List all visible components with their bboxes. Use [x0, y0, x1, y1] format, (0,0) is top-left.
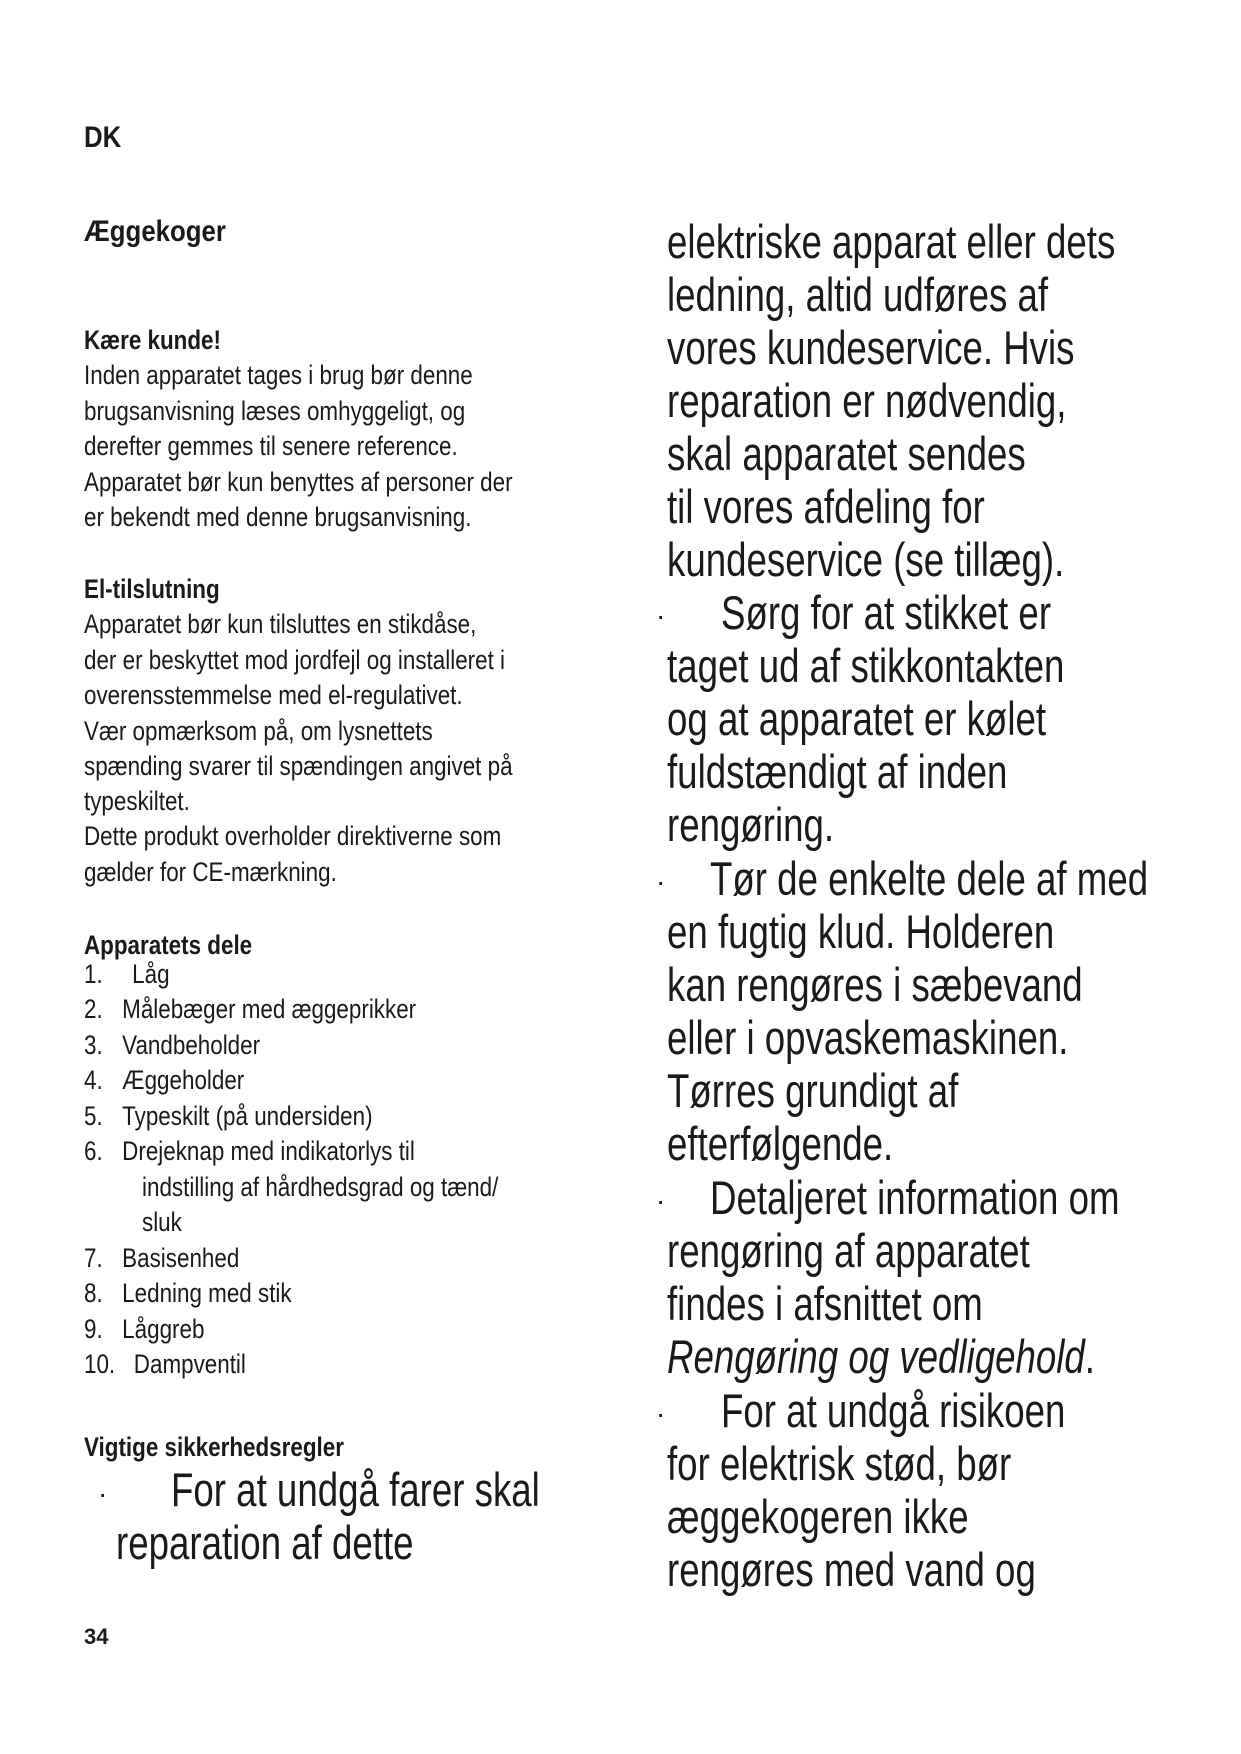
electrical-line: Vær opmærksom på, om lysnettets [84, 716, 433, 746]
safety-item-4-line: Rengøring og vedligehold. [667, 1330, 1095, 1383]
safety-item-5-line: æggekogeren ikke [667, 1490, 969, 1543]
list-item: 7. Basisenhed [84, 1243, 240, 1273]
electrical-line: Apparatet bør kun tilsluttes en stikdåse, [84, 609, 477, 639]
safety-item-1-line: vores kundeservice. Hvis [667, 321, 1075, 374]
safety-item-1-line: til vores afdeling for [667, 480, 985, 533]
safety-item-5-line: for elektrisk stød, bør [667, 1437, 1012, 1490]
safety-item-1-line: reparation er nødvendig, [667, 374, 1067, 427]
intro-line: Inden apparatet tages i brug bør denne [84, 360, 473, 390]
electrical-line: Dette produkt overholder direktiverne som [84, 821, 502, 851]
list-item: 1. Låg [84, 959, 170, 989]
page-title: Æggekoger [84, 215, 226, 248]
list-item: 10. Dampventil [84, 1349, 246, 1379]
safety-item-1-line: reparation af dette [116, 1516, 414, 1569]
safety-item-3-line: en fugtig klud. Holderen [667, 905, 1055, 958]
safety-heading: Vigtige sikkerhedsregler [84, 1432, 344, 1462]
safety-item-3-line: efterfølgende. [667, 1117, 894, 1170]
page-number: 34 [84, 1624, 109, 1649]
electrical-line: overensstemmelse med el-regulativet. [84, 680, 463, 710]
safety-item-4-line: findes i afsnittet om [667, 1277, 983, 1330]
safety-item-1-line: elektriske apparat eller dets [667, 215, 1116, 268]
safety-item-3-line: kan rengøres i sæbevand [667, 958, 1083, 1011]
safety-item-4-line: rengøring af apparatet [667, 1224, 1030, 1277]
electrical-heading: El-tilslutning [84, 574, 220, 604]
list-item: 8. Ledning med stik [84, 1278, 292, 1308]
list-item: 2. Målebæger med æggeprikker [84, 994, 417, 1024]
intro-line: er bekendt med denne brugsanvisning. [84, 502, 472, 532]
safety-item-2-line: fuldstændigt af inden [667, 745, 1008, 798]
electrical-line: typeskiltet. [84, 786, 190, 816]
safety-item-1-line: For at undgå farer skal [171, 1463, 540, 1516]
safety-item-3-line: Tør de enkelte dele af med [710, 852, 1149, 905]
safety-item-5-line: rengøres med vand og [667, 1543, 1036, 1596]
intro-line: derefter gemmes til senere reference. [84, 431, 458, 461]
safety-item-1-line: kundeservice (se tillæg). [667, 533, 1065, 586]
safety-item-1-line: skal apparatet sendes [667, 427, 1026, 480]
bullet-icon: · [656, 600, 666, 631]
section-reference: Rengøring og vedligehold [667, 1330, 1085, 1383]
list-item-continuation: indstilling af hårdhedsgrad og tænd/ [142, 1172, 499, 1202]
safety-item-4-line: Detaljeret information om [710, 1171, 1120, 1224]
intro-line: brugsanvisning læses omhyggeligt, og [84, 396, 466, 426]
parts-heading: Apparatets dele [84, 930, 253, 960]
electrical-line: spænding svarer til spændingen angivet på [84, 751, 513, 781]
safety-item-2-line: taget ud af stikkontakten [667, 639, 1065, 692]
electrical-line: gælder for CE-mærkning. [84, 857, 337, 887]
safety-item-3-line: Tørres grundigt af [667, 1064, 959, 1117]
safety-item-5-line: For at undgå risikoen [721, 1384, 1066, 1437]
bullet-icon: · [656, 866, 666, 897]
bullet-icon: · [656, 1398, 666, 1429]
electrical-line: der er beskyttet mod jordfejl og installeret i [84, 645, 506, 675]
bullet-icon: · [656, 1185, 666, 1216]
bullet-icon: · [98, 1478, 108, 1509]
list-item: 5. Typeskilt (på undersiden) [84, 1101, 373, 1131]
safety-item-1-line: ledning, altid udføres af [667, 268, 1049, 321]
list-item: 4. Æggeholder [84, 1065, 245, 1095]
intro-heading: Kære kunde! [84, 325, 221, 355]
list-item: 6. Drejeknap med indikatorlys til [84, 1136, 415, 1166]
list-item: 3. Vandbeholder [84, 1030, 261, 1060]
list-item: 9. Låggreb [84, 1314, 205, 1344]
intro-line: Apparatet bør kun benyttes af personer der [84, 467, 513, 497]
list-item-continuation: sluk [142, 1207, 182, 1237]
safety-item-2-line: rengøring. [667, 798, 835, 851]
safety-item-2-line: Sørg for at stikket er [721, 586, 1052, 639]
language-code: DK [84, 121, 122, 154]
safety-item-3-line: eller i opvaskemaskinen. [667, 1011, 1069, 1064]
safety-item-2-line: og at apparatet er kølet [667, 692, 1047, 745]
